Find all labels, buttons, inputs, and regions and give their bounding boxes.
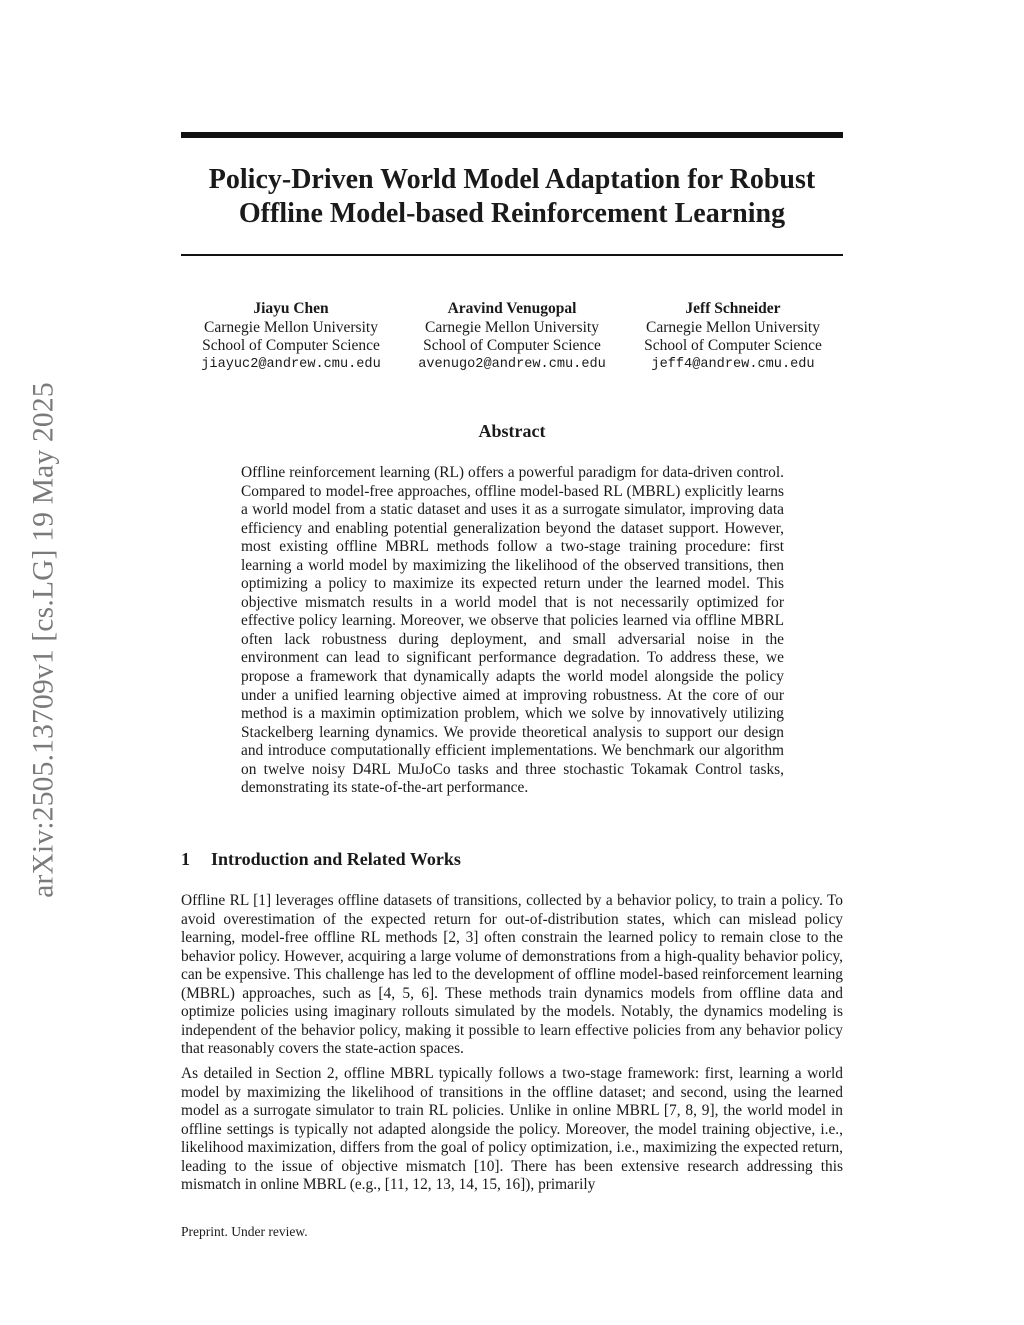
author-name: Aravind Venugopal [447,300,577,317]
author-card [176,300,406,374]
title-top-rule [181,132,843,138]
abstract-text: Offline reinforcement learning (RL) offers a powerful paradigm for data-driven control. Compared to model-free approaches, offline model-based RL (MBRL) explicitly learns a world model from a static dataset and uses it as a surrogate simulator, improving data efficiency and enabling potential generalization beyond the dataset support. However, most existing offline MBRL methods follow a two-stage training procedure: first learning a world model by maximizing the likelihood of the observed transitions, then optimizing a policy to maximize its expected return under the learned model. This objective mismatch results in a world model that is not necessarily optimized for effective policy learning. Moreover, we observe that policies learned via offline MBRL often lack robustness during deployment, and small adversarial noise in the environment can lead to significant performance degradation. To address these, we propose a framework that dynamically adapts the world model alongside the policy under a unified learning objective aimed at improving robustness. At the core of our method is a maximin optimization problem, which we solve by innovatively utilizing Stackelberg learning dynamics. We provide theoretical analysis to support our design and introduce computationally efficient implementations. We benchmark our algorithm on twelve noisy D4RL MuJoCo tasks and three stochastic Tokamak Control tasks, demonstrating its state-of-the-art performance. [241,464,784,797]
section-heading [181,849,461,870]
author-name: Jiayu Chen [253,300,329,317]
body-paragraph: Offline RL [1] leverages offline datasets of transitions, collected by a behavior policy, to train a policy. To avoid overestimation of the expected return for out-of-distribution states, which can mislead policy learning, model-free offline RL methods [2, 3] often constrain the learned policy to remain close to the behavior policy. However, acquiring a large volume of demonstrations from a high-quality behavior policy, can be expensive. This challenge has led to the development of offline model-based reinforcement learning (MBRL) approaches, such as [4, 5, 6]. These methods train dynamics models from offline data and optimize policies using imaginary rollouts simulated by the models. Notably, the dynamics modeling is independent of the behavior policy, making it possible to learn effective policies from any behavior policy that reasonably covers the state-action spaces. [181,892,843,1058]
author-card [618,300,848,374]
arxiv-identifier-stamp: arXiv:2505.13709v1 [cs.LG] 19 May 2025 [27,382,60,898]
author-email[interactable]: avenugo2@andrew.cmu.edu [418,356,606,372]
author-department: School of Computer Science [423,337,601,355]
section-title: Introduction and Related Works [211,849,461,869]
author-affiliation: Carnegie Mellon University [646,318,820,336]
page-footer: Preprint. Under review. [181,1224,308,1239]
author-email[interactable]: jiayuc2@andrew.cmu.edu [201,356,381,372]
author-name: Jeff Schneider [685,300,781,317]
author-affiliation: Carnegie Mellon University [204,318,378,336]
title-bottom-rule [181,254,843,256]
author-department: School of Computer Science [202,337,380,355]
section-number: 1 [181,849,190,869]
author-affiliation: Carnegie Mellon University [425,318,599,336]
author-card [397,300,627,374]
body-paragraph: As detailed in Section 2, offline MBRL typically follows a two-stage framework: first, learning a world model by maximizing the likelihood of transitions in the offline dataset; and second, using the learned model as a surrogate simulator to train RL policies. Unlike in online MBRL [7, 8, 9], the world model in offline settings is typically not adapted alongside the policy. Moreover, the model training objective, i.e., likelihood maximization, differs from the goal of policy optimization, i.e., maximizing the expected return, leading to the issue of objective mismatch [10]. There has been extensive research addressing this mismatch in online MBRL (e.g., [11, 12, 13, 14, 15, 16]), primarily [181,1065,843,1194]
author-email[interactable]: jeff4@andrew.cmu.edu [651,356,815,372]
paper-title: Policy-Driven World Model Adaptation for Robust Offline Model-based Reinforcement Learning [208,164,816,229]
abstract-heading: Abstract [478,421,546,441]
author-department: School of Computer Science [644,337,822,355]
